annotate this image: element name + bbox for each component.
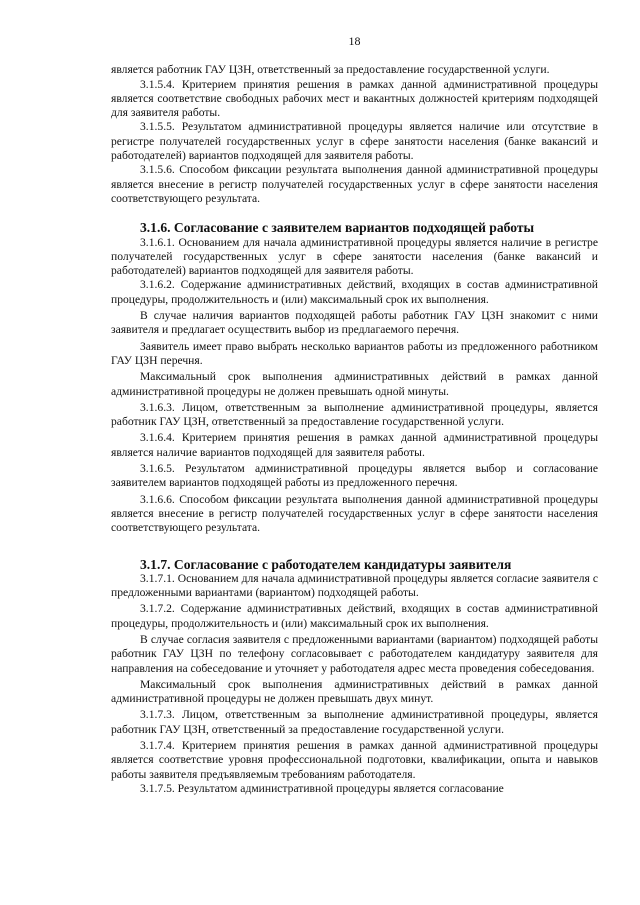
paragraph-continuation: является работник ГАУ ЦЗН, ответственный за предоставление государственной услуги. xyxy=(111,63,550,77)
paragraph-3-1-6-1: 3.1.6.1. Основанием для начала административной процедуры является наличие в регистре получателей государственных услуг в сфере занятости населения (банке вакансий и работодателей) вариантов подходящей для заявителя работы. xyxy=(111,235,598,278)
paragraph-3-1-6-2-a: В случае наличия вариантов подходящей работы работник ГАУ ЦЗН знакомит с ними заявителя и предлагает осуществить выбор из предлагаемого перечня. xyxy=(111,309,598,337)
paragraph-3-1-6-2-b: Заявитель имеет право выбрать несколько вариантов работы из предложенного работником ГАУ ЦЗН перечня. xyxy=(111,339,598,367)
paragraph-3-1-7-4: 3.1.7.4. Критерием принятия решения в рамках данной административной процедуры является соответствие уровня профессиональной подготовки, квалификации, опыта и навыков работы заявителя предъявляемым требованиям работодателя. xyxy=(111,739,598,781)
page-number: 18 xyxy=(348,34,361,48)
paragraph-3-1-5-5: 3.1.5.5. Результатом административной процедуры является наличие или отсутствие в регистре получателей государственных услуг в сфере занятости населения (банке вакансий и работодателей) вариантов подходящей для заявителя работы. xyxy=(111,120,598,163)
section-heading-3-1-7: 3.1.7. Согласование с работодателем кандидатуры заявителя xyxy=(140,556,512,572)
paragraph-3-1-7-2: 3.1.7.2. Содержание административных действий, входящих в состав административной процедуры, продолжительность и (или) максимальный срок их выполнения. xyxy=(111,602,598,630)
paragraph-3-1-5-4: 3.1.5.4. Критерием принятия решения в рамках данной административной процедуры является соответствие свободных рабочих мест и вакантных должностей критериям подходящей для заявителя работы. xyxy=(111,77,598,120)
paragraph-3-1-6-3: 3.1.6.3. Лицом, ответственным за выполнение административной процедуры, является работник ГАУ ЦЗН, ответственный за предоставление государственной услуги. xyxy=(111,400,598,429)
paragraph-3-1-7-5: 3.1.7.5. Результатом административной процедуры является согласование xyxy=(140,781,504,795)
paragraph-3-1-6-4: 3.1.6.4. Критерием принятия решения в рамках данной административной процедуры является наличие вариантов подходящей для заявителя работы. xyxy=(111,431,598,459)
section-heading-3-1-6: 3.1.6. Согласование с заявителем вариантов подходящей работы xyxy=(140,220,535,236)
paragraph-3-1-6-5: 3.1.6.5. Результатом административной процедуры является выбор и согласование заявителем вариантов подходящей работы из предложенного перечня. xyxy=(111,462,598,490)
paragraph-3-1-6-2: 3.1.6.2. Содержание административных действий, входящих в состав административной процедуры, продолжительность и (или) максимальный срок их выполнения. xyxy=(111,278,598,306)
paragraph-3-1-7-1: 3.1.7.1. Основанием для начала административной процедуры является согласие заявителя с предложенными вариантами (вариантом) подходящей работы. xyxy=(111,571,598,600)
paragraph-3-1-7-2-a: В случае согласия заявителя с предложенными вариантами (вариантом) подходящей работы работник ГАУ ЦЗН по телефону согласовывает с работодателем кандидатуру заявителя для направления на собеседование и уточняет у работодателя адрес места проведения собеседования. xyxy=(111,632,598,675)
paragraph-3-1-7-3: 3.1.7.3. Лицом, ответственным за выполнение административной процедуры, является работник ГАУ ЦЗН, ответственный за предоставление государственной услуги. xyxy=(111,708,598,736)
paragraph-3-1-5-6: 3.1.5.6. Способом фиксации результата выполнения данной административной процедуры является внесение в регистр получателей государственных услуг в сфере занятости населения соответствующего результата. xyxy=(111,163,598,205)
paragraph-3-1-6-6: 3.1.6.6. Способом фиксации результата выполнения данной административной процедуры является внесение в регистр получателей государственных услуг в сфере занятости населения соответствующего результата. xyxy=(111,492,598,535)
paragraph-3-1-7-2-b: Максимальный срок выполнения административных действий в рамках данной административной процедуры не должен превышать двух минут. xyxy=(111,677,598,706)
paragraph-3-1-6-2-c: Максимальный срок выполнения административных действий в рамках данной административной процедуры не должен превышать одной минуты. xyxy=(111,370,598,398)
